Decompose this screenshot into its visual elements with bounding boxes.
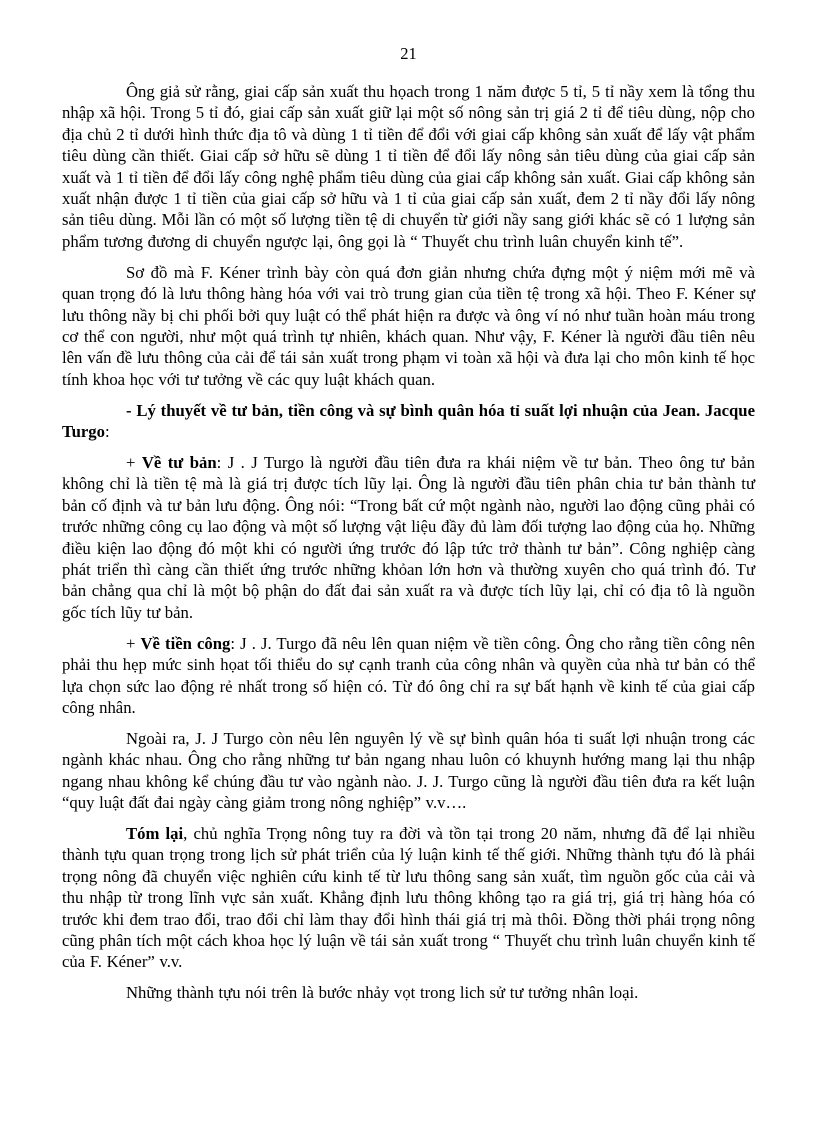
text-run: : J . J Turgo là người đầu tiên đưa ra khái niệm về tư bản. Theo ông tư bản không chỉ là tiền tệ mà là giá trị được tích lũy lại. Ông là người đầu tiên phân chia tư bản thành tư bản cố định và tư bản lưu động. Ông nói: “Trong bất cứ một ngành nào, người lao động cũng phải có trước những công cụ lao động và một số lượng vật liệu đầy đủ làm đối tượng lao động của họ. Những điều kiện lao động đó một khi có người ứng trước đó lập tức trở thành tư bản”. Công nghiệp càng phát triển thì càng cần thiết ứng trước những khỏan lớn hơn và thường xuyên cho quá trình đó. Tư bản chẳng qua chỉ là một bộ phận do đất đai sản xuất ra và được tích lũy lại, chỉ có địa tô là nguồn gốc tích lũy tư bản. [62,453,756,622]
page-number: 21 [400,44,417,63]
text-run: , chủ nghĩa Trọng nông tuy ra đời và tồn tại trong 20 năm, nhưng đã để lại nhiều thành tựu quan trọng trong lịch sử phát triển của lý luận kinh tế thế giới. Những thành tựu đó là phái trọng nông đã chuyển việc nghiên cứu kinh tế từ lưu thông sang sản xuất, tìm nguồn gốc của cải và thu nhập từ trong lĩnh vực sản xuất. Khẳng định lưu thông không tạo ra giá trị, giá trị hàng hóa có trước khi đem trao đổi, trao đổi chỉ làm thay đổi hình thái giá trị mà thôi. Đồng thời phái trọng nông cũng phân tích một cách khoa học lý luận về tái sản xuất trong “ Thuyết chu trình luân chuyển kinh tế của F. Kéner” v.v. [62,824,755,972]
text-run-bold: Về tiền công [140,633,231,653]
text-run: Ngoài ra, J. J Turgo còn nêu lên nguyên lý về sự bình quân hóa ti suất lợi nhuận trong các ngành khác nhau. Ông cho rằng những tư bản ngang nhau luôn có khuynh hướng mang lại thu nhập ngang nhau không kể chúng đầu tư vào ngành nào. J. J. Turgo cũng là người đầu tiên đưa ra kết luận “quy luật đất đai ngày càng giảm trong nông nghiệp” v.v…. [62,728,755,813]
text-run-bold: Về tư bản [141,453,217,472]
paragraph [62,633,755,719]
paragraph [62,823,755,973]
text-run: : [104,422,110,442]
text-run-bold: - Lý thuyết về tư bản, tiền công và sự bình quân hóa tỉ suất lợi nhuận của Jean. Jacque Turgo [62,400,755,442]
page-content [62,81,755,1004]
text-run: Ông giả sử rằng, giai cấp sản xuất thu họach trong 1 năm được 5 tỉ, 5 tỉ nầy xem là tổng thu nhập xã hội. Trong 5 tỉ đó, giai cấp sản xuất giữ lại một số nông sản trị giá 2 tỉ để tiêu dùng, nộp cho địa chủ 2 tỉ dưới hình thức địa tô và dùng 1 tỉ tiền để đổi với giai cấp không sản xuất để lấy vật phẩm tiêu dùng cần thiết. Giai cấp sở hữu sẽ dùng 1 tỉ tiền để đổi lấy nông sản tiêu dùng của giai cấp sản xuất và 1 tỉ tiền để đổi lấy công nghệ phẩm tiêu dùng của giai cấp không sản xuất. Giai cấp không sản xuất nhận được 1 tỉ tiền của giai cấp sở hữu và 1 tỉ của giai cấp sản xuất, đem 2 tỉ nầy đổi lấy nông sản tiêu dùng. Mỗi lần có một số lượng tiền tệ di chuyển từ giới nầy sang giới khác sẽ có 1 lượng sản phẩm tương đương di chuyển ngược lại, ông gọi là “ Thuyết chu trình luân chuyển kinh tế”. [62,82,755,251]
paragraph [62,728,755,814]
paragraph [62,262,755,390]
text-run: : J . J. Turgo đã nêu lên quan niệm về tiền công. Ông cho rằng tiền công nên phải thu hẹp mức sinh họat tối thiểu do sự cạnh tranh của công nhân và quyền của nhà tư bản có thể lựa chọn sức lao động rẻ nhất trong số hiện có. Từ đó ông chỉ ra sự bất hạnh về kinh tế của giai cấp công nhân. [62,633,755,717]
text-run-bold: Tóm lại [126,824,184,843]
text-run: Sơ đồ mà F. Kéner trình bày còn quá đơn giản nhưng chứa đựng một ý niệm mới mẽ và quan trọng đó là lưu thông hàng hóa với vai trò trung gian của tiền tệ trong xã hội. Theo F. Kéner sự lưu thông nầy bị chi phối bởi quy luật có thể phát hiện ra được và ông ví nó như tuần hoàn máu trong cơ thể con người, như một quá trình tự nhiên, khách quan. Như vậy, F. Kéner là người đầu tiên nêu lên vấn đề lưu thông của cải để tái sản xuất trong phạm vi toàn xã hội và đưa lại cho môn kinh tế học tính khoa học với tư tưởng về các quy luật khách quan. [62,262,755,389]
page-content-wrapper [62,44,755,1013]
paragraph [62,982,755,1003]
text-run: + [126,453,142,472]
paragraph [62,81,755,252]
text-run: + [126,633,141,653]
section-heading [62,400,755,443]
text-run: Những thành tựu nói trên là bước nhảy vọt trong lich sử tư tưởng nhân loại. [126,983,639,1003]
paragraph [62,452,755,623]
